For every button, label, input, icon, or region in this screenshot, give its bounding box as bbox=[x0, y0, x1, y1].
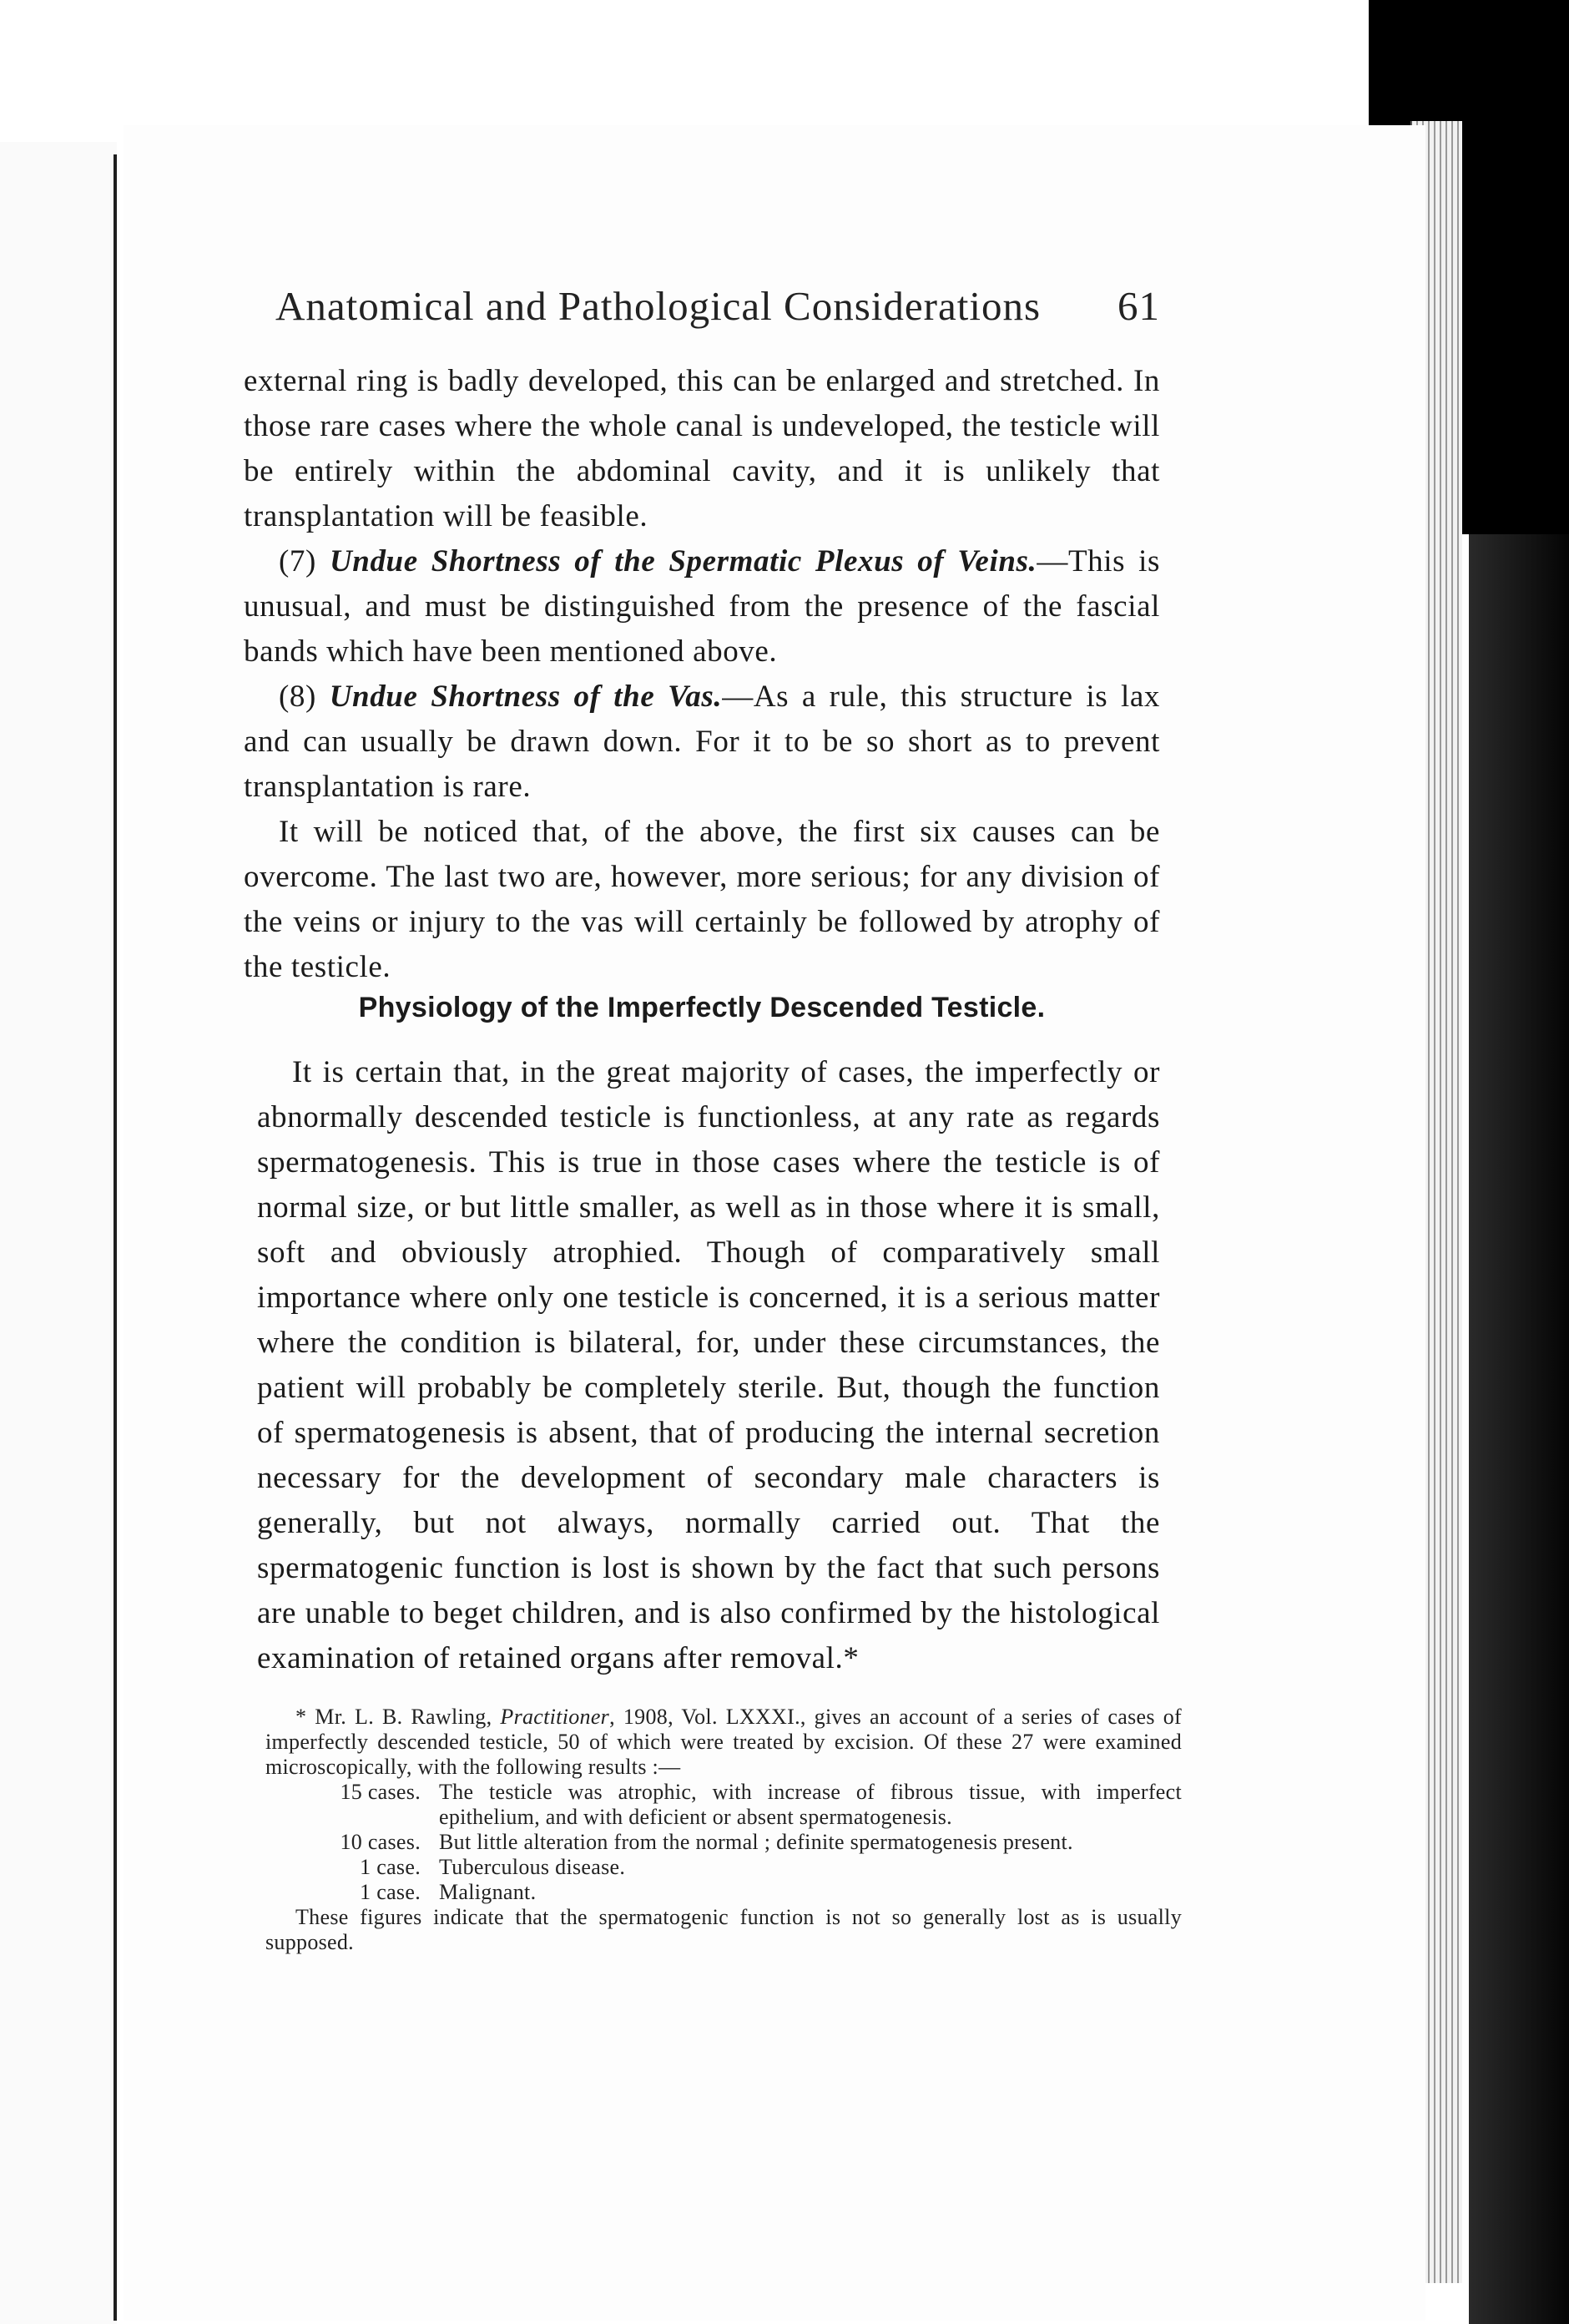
running-head bbox=[275, 282, 1160, 330]
item-7-text: —This is unusual, and must be distinguished from the presence of the fascial bands which have been mentioned above. bbox=[244, 544, 1161, 669]
footnote-results-list bbox=[265, 1780, 1182, 1905]
footnote bbox=[265, 1705, 1182, 1955]
list-item bbox=[265, 1880, 1182, 1905]
result-description: The testicle was atrophic, with increase of fibrous tissue, with imperfect epithelium, and with deficient or absent spermatogenesis. bbox=[439, 1780, 1182, 1829]
list-item bbox=[265, 1855, 1182, 1880]
paragraph-summary: It will be noticed that, of the above, the first six causes can be overcome. The last two are, however, more serious; for any division of the veins or injury to the vas will certainly be followed by atrophy of the testicle. bbox=[244, 815, 1160, 984]
item-7-number: (7) bbox=[279, 544, 316, 578]
page-number: 61 bbox=[1117, 283, 1160, 329]
paragraph-item-7 bbox=[244, 539, 1160, 674]
item-8-number: (8) bbox=[279, 680, 316, 714]
result-description: But little alteration from the normal ; definite spermatogenesis present. bbox=[439, 1830, 1073, 1854]
item-7-heading: Undue Shortness of the Spermatic Plexus of Veins. bbox=[329, 544, 1037, 578]
body-text-upper bbox=[244, 359, 1160, 990]
paragraph-physiology: It is certain that, in the great majority of cases, the imperfectly or abnormally descended testicle is functionless, at any rate as regards spermatogenesis. This is true in those cases where the testicle is of normal size, or but little smaller, as well as in those where it is small, soft and obviously atrophied. Though of comparatively small importance where only one testicle is concerned, it is a serious matter where the condition is bilateral, for, under these circumstances, the patient will probably be completely sterile. But, though the function of spermatogenesis is absent, that of producing the internal secretion necessary for the development of secondary male characters is generally, but not always, normally carried out. That the spermatogenic function is lost is shown by the fact that such persons are unable to beget children, and is also confirmed by the histological examination of retained organs after removal.* bbox=[257, 1055, 1160, 1675]
running-head-title: Anatomical and Pathological Considerations bbox=[275, 283, 1042, 329]
item-8-text: —As a rule, this structure is lax and can usually be drawn down. For it to be so short as to prevent transplantation is rare. bbox=[244, 680, 1160, 804]
footnote-intro-rest: , 1908, Vol. LXXXI., gives an account of a series of cases of imperfectly descended testicle, 50 of which were treated by excision. Of these 27 were examined microscopically, with the following results :— bbox=[265, 1705, 1182, 1779]
binding-gutter-line bbox=[114, 154, 117, 2321]
result-description: Malignant. bbox=[439, 1880, 537, 1904]
body-text-physiology bbox=[257, 1050, 1160, 1681]
result-description: Tuberculous disease. bbox=[439, 1855, 626, 1879]
footnote-author: * Mr. L. B. Rawling, bbox=[295, 1705, 501, 1729]
footnote-intro bbox=[265, 1705, 1182, 1780]
result-count: 1 case. bbox=[360, 1880, 421, 1904]
list-item bbox=[265, 1830, 1182, 1855]
paragraph-continuation: external ring is badly developed, this can be enlarged and stretched. In those rare cases where the whole canal is undeveloped, the testicle will be entirely within the abdominal cavity, and it is unlikely that transplantation will be feasible. bbox=[244, 364, 1160, 533]
result-count: 1 case. bbox=[360, 1855, 421, 1879]
footnote-journal: Practitioner bbox=[500, 1705, 610, 1729]
result-count: 15 cases. bbox=[340, 1780, 421, 1804]
previous-page-edge bbox=[0, 142, 117, 2324]
item-8-heading: Undue Shortness of the Vas. bbox=[329, 680, 723, 714]
list-item bbox=[265, 1780, 1182, 1830]
footnote-conclusion: These figures indicate that the spermatogenic function is not so generally lost as is usually supposed. bbox=[265, 1905, 1182, 1954]
paragraph-item-8 bbox=[244, 674, 1160, 810]
section-heading: Physiology of the Imperfectly Descended Testicle. bbox=[358, 992, 1046, 1023]
result-count: 10 cases. bbox=[340, 1830, 421, 1854]
